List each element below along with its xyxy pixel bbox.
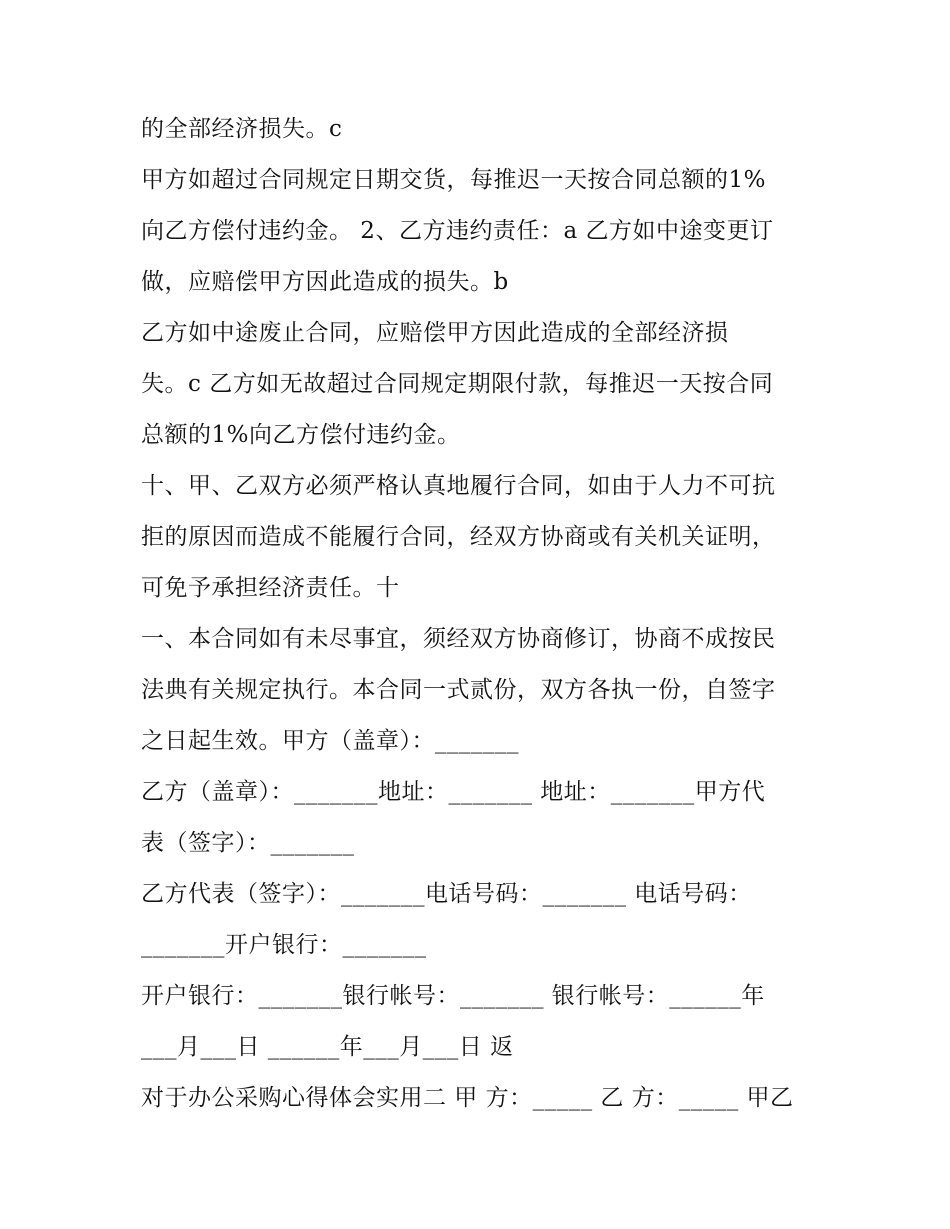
text-line-16: 乙方代表（签字）：_______电话号码：_______ 电话号码：: [141, 881, 752, 907]
text-line-12: 法典有关规定执行。本合同一式贰份，双方各执一份，自签字: [141, 677, 776, 703]
text-line-5: 乙方如中途废止合同，应赔偿甲方因此造成的全部经济损: [141, 320, 729, 346]
text-line-2: 甲方如超过合同规定日期交货，每推迟一天按合同总额的1%: [141, 167, 766, 193]
text-line-19: ___月___日 ______年___月___日 返: [141, 1034, 514, 1060]
text-line-14: 乙方（盖章）：_______地址：_______ 地址：_______甲方代: [141, 779, 766, 805]
contract-text-body: [141, 104, 841, 1124]
text-line-10: 可免予承担经济责任。十: [141, 575, 400, 601]
text-line-9: 拒的原因而造成不能履行合同，经双方协商或有关机关证明，: [141, 524, 776, 550]
text-line-3: 向乙方偿付违约金。 2、乙方违约责任：a 乙方如中途变更订: [141, 218, 774, 244]
text-line-17: _______开户银行：_______: [141, 932, 427, 958]
text-line-11: 一、本合同如有未尽事宜，须经双方协商修订，协商不成按民: [141, 626, 776, 652]
text-line-8: 十、甲、乙双方必须严格认真地履行合同，如由于人力不可抗: [141, 473, 776, 499]
text-line-18: 开户银行：_______银行帐号：_______ 银行帐号：______年: [141, 983, 765, 1009]
text-line-7: 总额的1%向乙方偿付违约金。: [141, 422, 461, 448]
text-line-4: 做，应赔偿甲方因此造成的损失。b: [141, 269, 509, 295]
text-line-1: 的全部经济损失。c: [141, 116, 343, 142]
text-line-20: 对于办公采购心得体会实用二 甲 方：_____ 乙 方：_____ 甲乙: [141, 1085, 794, 1111]
text-line-13: 之日起生效。甲方（盖章）：_______: [141, 728, 519, 754]
text-line-15: 表（签字）：_______: [141, 830, 355, 856]
text-line-6: 失。c 乙方如无故超过合同规定期限付款，每推迟一天按合同: [141, 371, 774, 397]
